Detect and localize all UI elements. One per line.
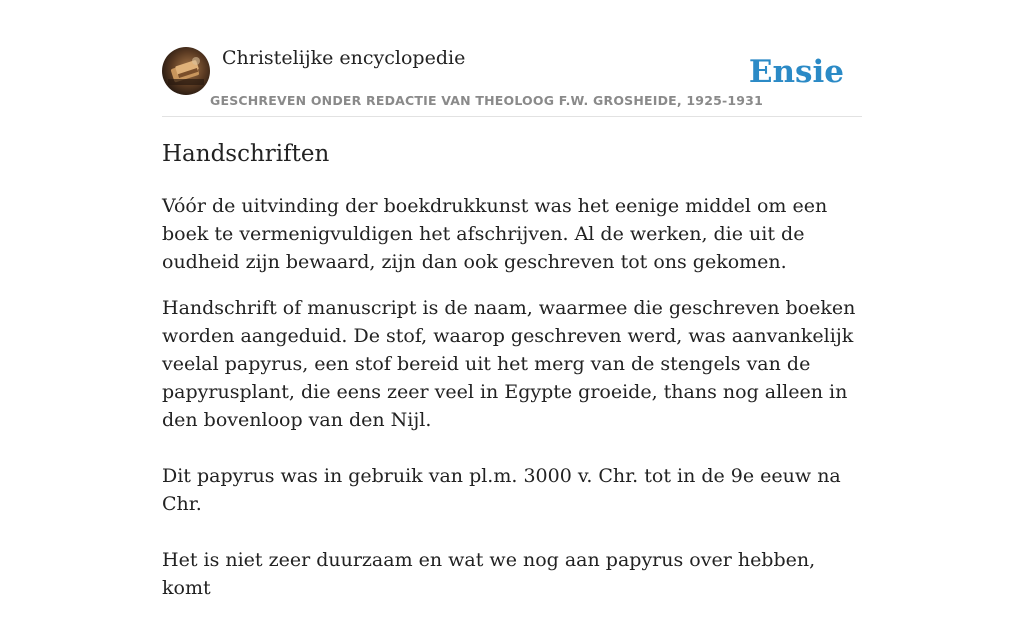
article-paragraph: Dit papyrus was in gebruik van pl.m. 3000 v. Chr. tot in de 9e eeuw na Chr. (162, 465, 841, 515)
article-title: Handschriften (162, 141, 330, 167)
site-title[interactable]: Christelijke encyclopedie (222, 47, 466, 69)
site-header (162, 46, 862, 117)
book-photo-icon[interactable] (162, 47, 210, 95)
site-subtitle: GESCHREVEN ONDER REDACTIE VAN THEOLOOG F.W. GROSHEIDE, 1925-1931 (210, 93, 763, 108)
article-paragraph: Vóór de uitvinding der boekdrukkunst was het eenige middel om een boek te vermenigvuldigen het afschrijven. Al de werken, die uit de oudheid zijn bewaard, zijn dan ook geschreven tot ons gekomen. (162, 195, 828, 273)
article (162, 138, 862, 620)
ensie-logo[interactable]: Ensie (748, 54, 844, 90)
article-paragraph: Handschrift of manuscript is de naam, waarmee die geschreven boeken worden aangeduid. De stof, waarop geschreven werd, was aanvankelijk veelal papyrus, een stof bereid uit het merg van de stengels van de papyrusplant, die eens zeer veel in Egypte groeide, thans nog alleen in den bovenloop van den Nijl. (162, 297, 856, 431)
article-paragraph: Het is niet zeer duurzaam en wat we nog aan papyrus over hebben, komt (162, 549, 816, 599)
